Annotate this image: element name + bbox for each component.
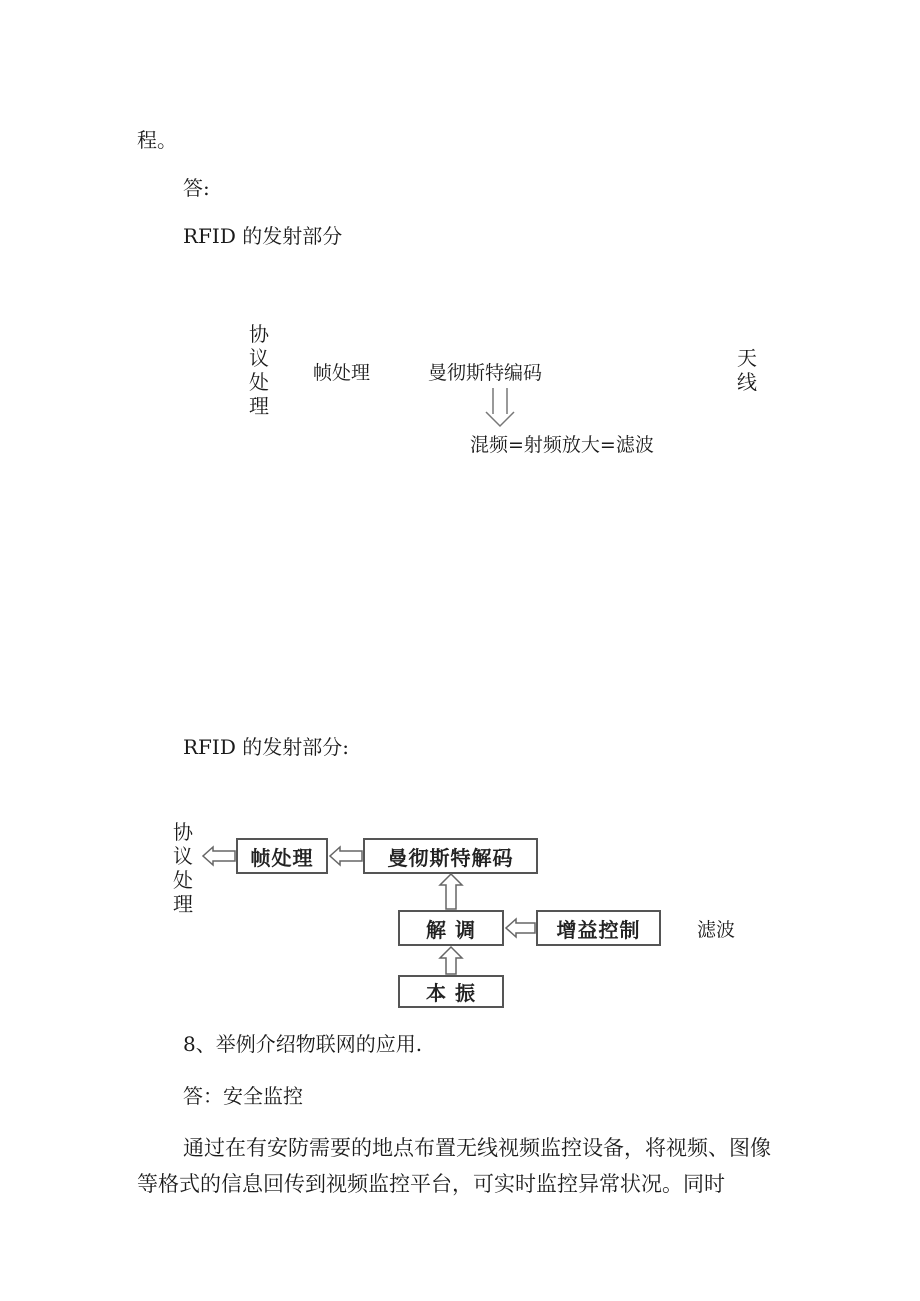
double-down-arrow-icon (486, 388, 514, 426)
vert-char: 处 (173, 868, 193, 892)
left-arrow-icon (506, 919, 535, 937)
question-8: 8、举例介绍物联网的应用. (183, 1032, 423, 1056)
up-arrow-icon (440, 874, 462, 909)
answer-8: 答：安全监控 (183, 1084, 303, 1108)
mixing-amplify-filter-label: 混频=射频放大=滤波 (470, 434, 654, 456)
demodulation-box: 解 调 (398, 910, 504, 946)
answer-paragraph: 通过在有安防需要的地点布置无线视频监控设备，将视频、图像等格式的信息回传到视频监控平台，可实时监控异常状况。同时 (137, 1136, 771, 1196)
vert-char: 协 (173, 820, 193, 844)
vert-char: 天 (737, 346, 757, 370)
vert-char: 议 (249, 346, 269, 370)
section-title-transmit: RFID 的发射部分 (183, 224, 343, 248)
manchester-encoding-label: 曼彻斯特编码 (428, 362, 543, 384)
manchester-decoding-box: 曼彻斯特解码 (363, 838, 538, 874)
up-arrow-icon (440, 947, 462, 974)
left-arrow-icon (330, 847, 362, 865)
filter-label: 滤波 (697, 919, 736, 941)
vert-char: 处 (249, 370, 269, 394)
section-title-transmit-2: RFID 的发射部分: (183, 735, 349, 759)
vert-char: 协 (249, 322, 269, 346)
vert-char: 理 (249, 394, 269, 418)
frame-processing-label: 帧处理 (313, 362, 371, 384)
vert-char: 理 (173, 892, 193, 916)
answer-label: 答: (183, 176, 210, 200)
left-arrow-icon (203, 847, 235, 865)
vert-char: 线 (737, 370, 757, 394)
local-oscillator-box: 本 振 (398, 975, 504, 1008)
frame-processing-box: 帧处理 (236, 838, 328, 874)
gain-control-box: 增益控制 (536, 910, 661, 946)
vert-char: 议 (173, 844, 193, 868)
continuation-text: 程。 (137, 128, 177, 152)
